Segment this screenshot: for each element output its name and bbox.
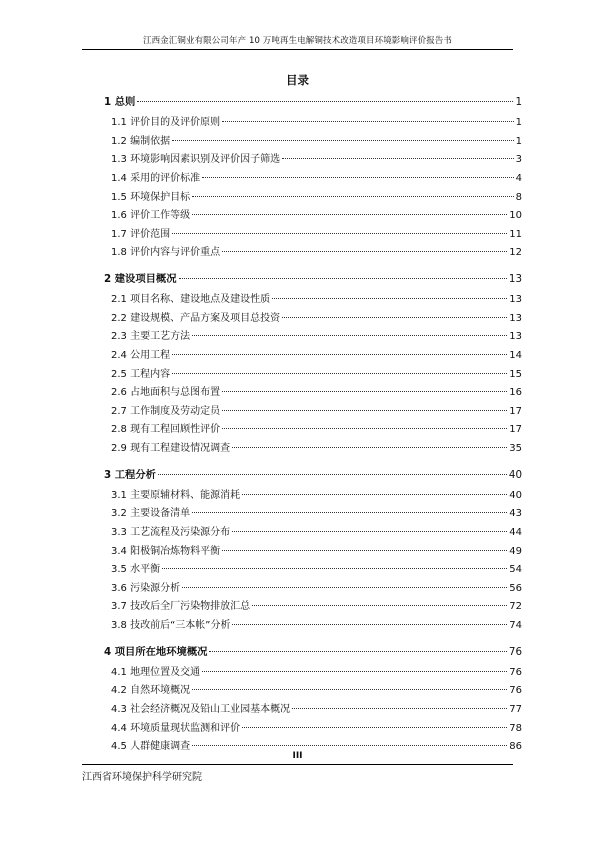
toc-entry-page: 17 xyxy=(509,405,522,417)
toc-section-entry[interactable] xyxy=(111,563,522,577)
toc-dot-leader xyxy=(192,196,514,197)
toc-entry-page: 13 xyxy=(509,331,522,343)
toc-section-entry[interactable] xyxy=(111,246,522,260)
toc-dot-leader xyxy=(192,689,507,690)
toc-entry-page: 56 xyxy=(509,582,522,594)
toc-entry-label: 1.4 采用的评价标准 xyxy=(111,173,201,184)
toc-entry-label: 2.1 项目名称、建设地点及建设性质 xyxy=(111,294,271,306)
toc-entry-page: 1 xyxy=(515,135,522,147)
toc-dot-leader xyxy=(222,550,507,551)
toc-dot-leader xyxy=(172,373,507,374)
toc-entry-page: 13 xyxy=(509,312,522,324)
toc-chapter-entry[interactable] xyxy=(104,468,522,482)
toc-dot-leader xyxy=(222,428,507,429)
toc-dot-leader xyxy=(242,727,507,728)
toc-entry-page: 86 xyxy=(509,741,522,753)
toc-entry-label: 2.8 现有工程回顾性评价 xyxy=(111,424,221,436)
toc-entry-page: 11 xyxy=(509,228,522,240)
toc-entry-page: 78 xyxy=(509,722,522,734)
toc-title: 目录 xyxy=(286,73,309,87)
toc-section-entry[interactable] xyxy=(111,489,522,503)
toc-section-entry[interactable] xyxy=(111,368,522,382)
toc-section-entry[interactable] xyxy=(111,312,522,326)
toc-entry-page: 13 xyxy=(509,294,522,306)
toc-chapter-entry[interactable] xyxy=(104,95,522,109)
toc-entry-label: 2.2 建设规模、产品方案及项目总投资 xyxy=(111,312,281,324)
toc-entry-label: 2.3 主要工艺方法 xyxy=(111,331,191,343)
toc-dot-leader xyxy=(202,177,514,178)
toc-dot-leader xyxy=(179,278,507,279)
toc-entry-page: 76 xyxy=(509,685,522,697)
toc-entry-page: 76 xyxy=(508,645,522,658)
toc-entry-page: 3 xyxy=(515,154,522,166)
toc-entry-label: 4.4 环境质量现状监测和评价 xyxy=(111,722,241,734)
toc-entry-page: 54 xyxy=(509,564,522,576)
toc-dot-leader xyxy=(172,233,507,234)
toc-entry-page: 49 xyxy=(509,545,522,557)
toc-section-entry[interactable] xyxy=(111,349,522,363)
toc-dot-leader xyxy=(282,158,514,159)
toc-section-entry[interactable] xyxy=(111,209,522,223)
toc-section-entry[interactable] xyxy=(111,386,522,400)
toc-section-entry[interactable] xyxy=(111,545,522,559)
toc-dot-leader xyxy=(222,410,507,411)
toc-entry-page: 1 xyxy=(515,96,522,108)
toc-section-entry[interactable] xyxy=(111,405,522,419)
toc-section-entry[interactable] xyxy=(111,703,522,717)
toc-section-entry[interactable] xyxy=(111,666,522,680)
toc-dot-leader xyxy=(232,624,507,625)
toc-entry-page: 72 xyxy=(509,601,522,613)
running-header: 江西金汇铜业有限公司年产 10 万吨再生电解铜技术改造项目环境影响评价报告书 xyxy=(142,36,453,46)
toc-entry-label: 3.2 主要设备清单 xyxy=(111,508,191,520)
toc-entry-label: 3.6 污染源分析 xyxy=(111,582,181,594)
toc-dot-leader xyxy=(192,335,507,336)
toc-entry-page: 76 xyxy=(509,666,522,678)
toc-entry-label: 2.6 占地面积与总图布置 xyxy=(111,387,221,399)
footer-rule xyxy=(82,764,513,765)
toc-entry-page: 10 xyxy=(509,210,522,222)
toc-dot-leader xyxy=(282,317,507,318)
page-number: III xyxy=(292,751,303,761)
toc-entry-label: 3.1 主要原辅材料、能源消耗 xyxy=(111,489,241,501)
toc-entry-label: 1.6 评价工作等级 xyxy=(111,210,191,222)
toc-section-entry[interactable] xyxy=(111,293,522,307)
toc-section-entry[interactable] xyxy=(111,228,522,242)
toc-entry-page: 40 xyxy=(509,489,522,501)
toc-dot-leader xyxy=(192,512,507,513)
running-footer: 江西省环境保护科学研究院 xyxy=(82,772,202,783)
toc-dot-leader xyxy=(292,708,507,709)
toc-entry-label: 2.9 现有工程建设情况调查 xyxy=(111,443,231,454)
toc-dot-leader xyxy=(232,531,507,532)
toc-dot-leader xyxy=(192,214,507,215)
toc-entry-page: 15 xyxy=(509,368,522,380)
toc-entry-page: 77 xyxy=(509,704,522,715)
toc-section-entry[interactable] xyxy=(111,330,522,344)
toc-entry-label: 2 建设项目概况 xyxy=(104,273,177,285)
toc-entry-page: 8 xyxy=(515,191,522,203)
toc-entry-label: 3.4 阳极铜冶炼物料平衡 xyxy=(111,545,221,557)
toc-dot-leader xyxy=(182,587,507,588)
toc-entry-label: 3.8 技改前后“三本帐”分析 xyxy=(111,620,231,631)
toc-entry-page: 12 xyxy=(509,247,522,259)
toc-entry-page: 17 xyxy=(509,424,522,436)
toc-entry-page: 13 xyxy=(508,273,522,285)
header-rule xyxy=(82,49,513,50)
toc-entry-label: 4.3 社会经济概况及铅山工业园基本概况 xyxy=(111,704,291,715)
toc-dot-leader xyxy=(172,140,514,141)
toc-section-entry[interactable] xyxy=(111,582,522,596)
toc-dot-leader xyxy=(252,605,507,606)
toc-entry-label: 1.1 评价目的及评价原则 xyxy=(111,117,221,129)
toc-section-entry[interactable] xyxy=(111,423,522,437)
toc-entry-label: 1 总则 xyxy=(104,96,136,108)
toc-section-entry[interactable] xyxy=(111,619,522,633)
toc-section-entry[interactable] xyxy=(111,507,522,521)
toc-entry-page: 35 xyxy=(509,443,522,454)
toc-dot-leader xyxy=(137,101,513,102)
toc-entry-label: 4 项目所在地环境概况 xyxy=(104,645,208,658)
toc-entry-label: 1.3 环境影响因素识别及评价因子筛选 xyxy=(111,154,281,166)
toc-dot-leader xyxy=(158,474,507,475)
toc-entry-page: 14 xyxy=(509,350,522,361)
toc-section-entry[interactable] xyxy=(111,684,522,698)
toc-dot-leader xyxy=(222,121,514,122)
toc-dot-leader xyxy=(222,251,507,252)
toc-entry-page: 43 xyxy=(509,508,522,520)
toc-entry-label: 1.2 编制依据 xyxy=(111,135,171,147)
toc-entry-label: 1.7 评价范围 xyxy=(111,228,171,240)
toc-entry-label: 3.7 技改后全厂污染物排放汇总 xyxy=(111,601,251,613)
toc-section-entry[interactable] xyxy=(111,135,522,149)
toc-entry-label: 2.7 工作制度及劳动定员 xyxy=(111,405,221,417)
toc-entry-page: 1 xyxy=(515,117,522,129)
toc-chapter-entry[interactable] xyxy=(104,272,522,286)
toc-dot-leader xyxy=(242,494,507,495)
toc-dot-leader xyxy=(192,745,507,746)
toc-entry-label: 2.5 工程内容 xyxy=(111,368,171,380)
toc-section-entry[interactable] xyxy=(111,526,522,540)
toc-section-entry[interactable] xyxy=(111,172,522,186)
toc-entry-label: 2.4 公用工程 xyxy=(111,350,171,361)
toc-entry-page: 74 xyxy=(509,620,522,631)
toc-entry-label: 3.3 工艺流程及污染源分布 xyxy=(111,527,231,538)
toc-section-entry[interactable] xyxy=(111,442,522,456)
toc-dot-leader xyxy=(232,447,507,448)
toc-entry-page: 40 xyxy=(508,468,522,481)
toc-entry-page: 4 xyxy=(515,173,522,184)
toc-dot-leader xyxy=(209,651,506,652)
toc-entry-label: 4.1 地理位置及交通 xyxy=(111,666,201,678)
toc-dot-leader xyxy=(222,391,507,392)
toc-section-entry[interactable] xyxy=(111,116,522,130)
toc-entry-label: 3.5 水平衡 xyxy=(111,564,161,576)
toc-dot-leader xyxy=(172,354,507,355)
toc-entry-label: 4.2 自然环境概况 xyxy=(111,685,191,697)
toc-dot-leader xyxy=(202,671,507,672)
toc-entry-page: 16 xyxy=(509,387,522,399)
toc-entry-label: 3 工程分析 xyxy=(104,468,156,481)
toc-entry-label: 1.5 环境保护目标 xyxy=(111,191,191,203)
toc-dot-leader xyxy=(272,298,507,299)
toc-chapter-entry[interactable] xyxy=(104,645,522,659)
toc-section-entry[interactable] xyxy=(111,153,522,167)
toc-dot-leader xyxy=(162,568,507,569)
toc-section-entry[interactable] xyxy=(111,600,522,614)
toc-entry-label: 4.5 人群健康调查 xyxy=(111,741,191,753)
toc-section-entry[interactable] xyxy=(111,191,522,205)
toc-entry-label: 1.8 评价内容与评价重点 xyxy=(111,247,221,259)
toc-section-entry[interactable] xyxy=(111,722,522,736)
toc-entry-page: 44 xyxy=(509,527,522,538)
